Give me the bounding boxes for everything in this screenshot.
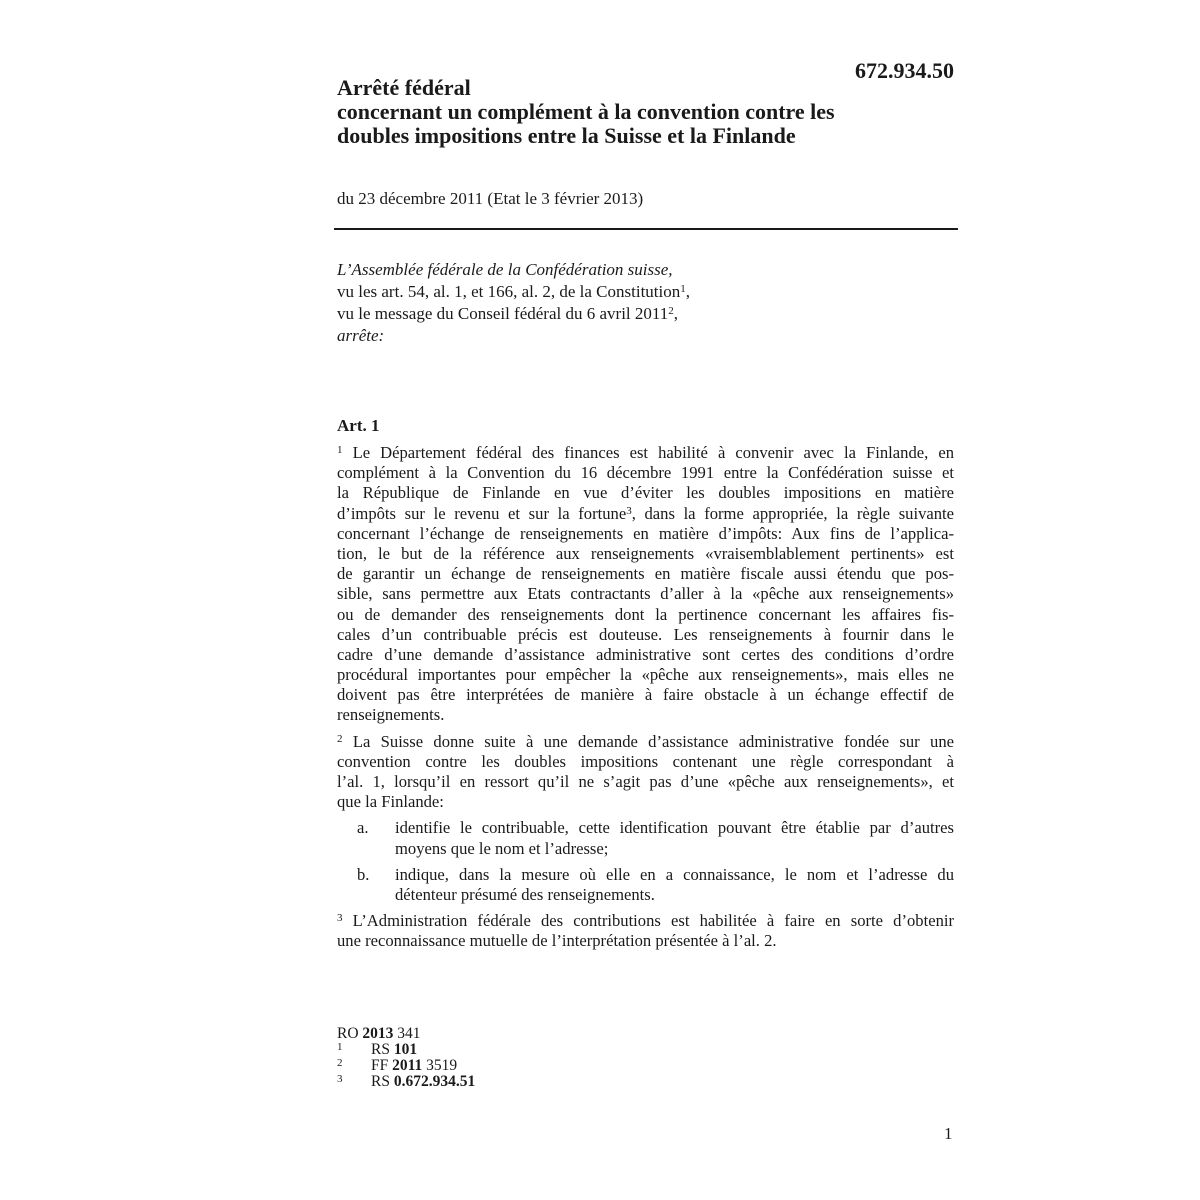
text-line: que la Finlande: [337,792,444,812]
text-line [337,732,954,752]
paragraph-number: 2 [337,732,343,745]
date-line: du 23 décembre 2011 (Etat le 3 février 2013) [337,189,644,208]
preamble-text: vu les art. 54, al. 1, et 166, al. 2, de la Constitution [337,282,681,301]
footnote-rest: 3519 [422,1057,458,1074]
text-line: cales d’un contribuable précis est douteuse. Les renseignements à fournir dans le [337,624,954,644]
preamble-text: vu le message du Conseil fédéral du 6 avril 2011 [337,304,669,323]
text-line: de garantir un échange de renseignements en matière fiscale aussi étendu que pos- [337,564,954,584]
document-title [337,76,957,148]
text-line: procédural importantes pour empêcher la «pêche aux renseignements», mais elles ne [337,665,954,685]
footnote [337,1058,475,1074]
text-line: sible, sans permettre aux Etats contractants d’aller à la «pêche aux renseignements» [337,584,954,604]
footnote-ref[interactable]: 1 [680,283,686,295]
line-text: Le Département fédéral des finances est habilité à convenir avec la Finlande, en [342,443,954,462]
text-line [337,911,954,931]
ro-page: 341 [393,1025,421,1042]
text-line: moyens que le nom et l’adresse; [395,838,609,858]
line-text: d’impôts sur le revenu et sur la fortune [337,503,627,523]
footnote [337,1074,475,1090]
footnote-ref[interactable]: 2 [668,305,674,317]
text-line: complément à la Convention du 16 décembre 1991 entre la Confédération suisse et [337,463,954,483]
sr-number: 672.934.50 [855,58,954,83]
ro-reference [337,1026,475,1042]
list-marker: b. [357,864,370,884]
footnotes [337,1026,475,1090]
paragraph-number: 1 [337,444,343,456]
list-item [337,818,954,858]
title-line: doubles impositions entre la Suisse et la Finlande [337,123,796,148]
footnote-number: 3 [337,1073,343,1085]
text-line: concernant l’échange de renseignements en matière d’impôts: Aux fins de l’applica- [337,523,954,543]
text-line: doivent pas être interprétées de manière à faire obstacle à un échange effectif de [337,685,954,705]
header-divider [334,228,958,230]
footnote-ref-number: 101 [393,1041,418,1058]
article-heading: Art. 1 [337,416,380,435]
text-line: cadre d’une demande d’assistance administrative sont certes des conditions d’ordre [337,644,954,664]
footnote-prefix: FF [371,1057,393,1074]
text-line: la République de Finlande en vue d’éviter les doubles impositions en matière [337,483,954,503]
paragraph-1 [337,443,954,726]
footnote-prefix: RS [371,1041,394,1058]
footnote-ref-number: 2011 [392,1057,423,1074]
footnote [337,1042,475,1058]
text-line: l’al. 1, lorsqu’il en ressort qu’il ne s’agit pas d’une «pêche aux renseignements», et [337,772,954,791]
page-number: 1 [944,1124,953,1143]
paragraph-number: 3 [337,912,343,925]
title-line: Arrêté fédéral [337,75,471,100]
text-line: une reconnaissance mutuelle de l’interprétation présentée à l’al. 2. [337,931,777,951]
preamble-line [337,281,690,303]
preamble-assembly: L’Assemblée fédérale de la Confédération suisse, [337,260,673,279]
footnote-number: 1 [337,1041,343,1053]
text-line: identifie le contribuable, cette identification pouvant être établie par d’autres [395,818,954,838]
preamble-line [337,303,690,325]
preamble-decree: arrête: [337,326,385,345]
list-marker: a. [357,818,369,838]
line-text: L’Administration fédérale des contributions est habilitée à faire en sorte d’obtenir [342,911,954,931]
footnote-ref[interactable]: 3 [626,504,632,517]
paragraph-2 [337,732,954,813]
punctuation: , [685,282,691,301]
ro-prefix: RO [337,1025,363,1042]
ro-year: 2013 [362,1025,394,1042]
text-line [337,504,954,524]
punctuation: , [673,304,679,323]
text-line: détenteur présumé des renseignements. [395,884,655,904]
text-line: indique, dans la mesure où elle en a connaissance, le nom et l’adresse du [395,864,954,884]
text-line: renseignements. [337,705,445,725]
text-line: convention contre les doubles impositions contenant une règle correspondant à [337,751,954,771]
text-line: tion, le but de la référence aux renseignements «vraisemblablement pertinents» est [337,543,954,563]
footnote-ref-number: 0.672.934.51 [393,1073,476,1090]
line-text: , dans la forme appropriée, la règle suivante [631,503,954,523]
footnote-number: 2 [337,1057,343,1069]
line-text: La Suisse donne suite à une demande d’assistance administrative fondée sur une [342,731,954,751]
title-line: concernant un complément à la convention contre les [337,99,835,124]
paragraph-3 [337,911,954,951]
article-body [337,443,954,958]
text-line: ou de demander des renseignements dont la pertinence concernant les affaires fis- [337,604,954,624]
list-item [337,865,954,905]
preamble [337,259,690,347]
footnote-prefix: RS [371,1073,394,1090]
text-line [337,443,954,463]
